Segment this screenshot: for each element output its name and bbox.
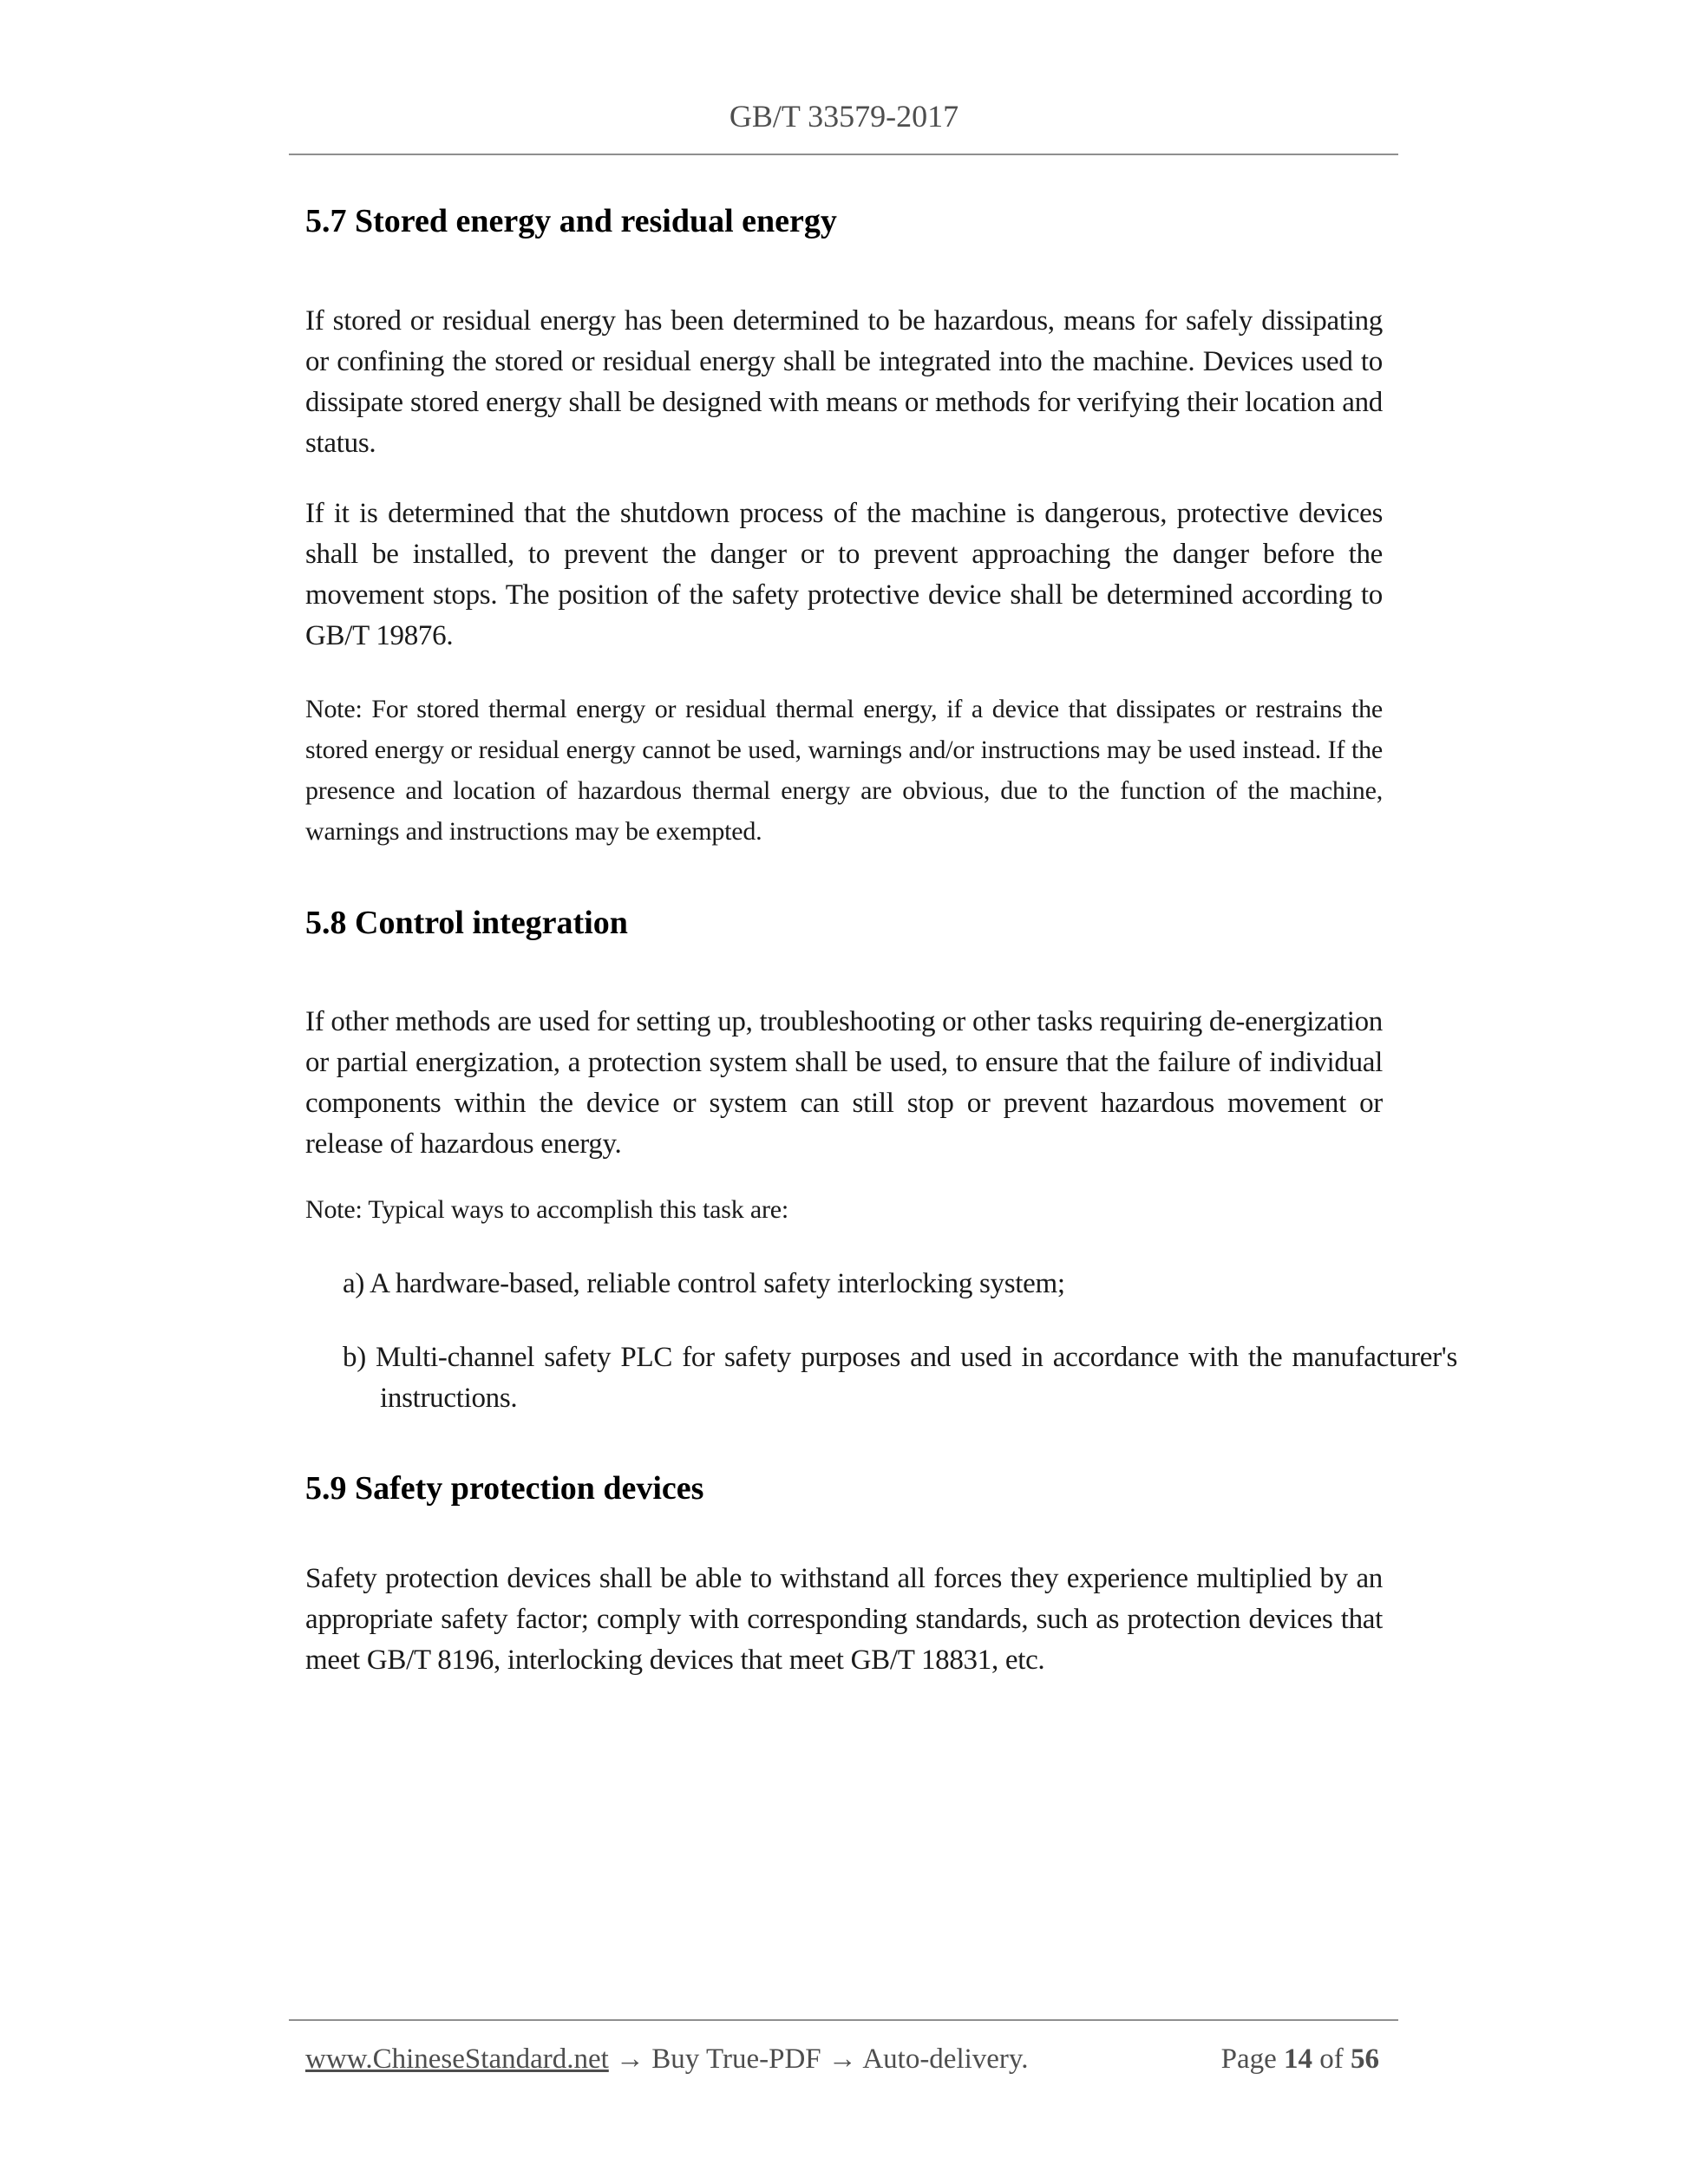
list-item-a: a) A hardware-based, reliable control safety interlocking system; [343, 1268, 1065, 1299]
section-heading-5-7: 5.7 Stored energy and residual energy [305, 203, 837, 239]
footer-buy-text: Buy True-PDF [651, 2043, 821, 2075]
section-5-8-note: Note: Typical ways to accomplish this task are: [305, 1195, 788, 1224]
footer-info-line [305, 2041, 1029, 2077]
footer-of-label: of [1319, 2043, 1344, 2075]
arrow-icon: → [616, 2043, 645, 2075]
section-5-7-paragraph-2: If it is determined that the shutdown process of the machine is dangerous, protective devices shall be installed, to prevent the danger or to prevent approaching the danger before the movement stops. The position of the safety protective device shall be determined according to GB/T 19876. [305, 498, 1383, 651]
footer-site-link[interactable]: www.ChineseStandard.net [305, 2043, 609, 2075]
section-5-9-paragraph-1: Safety protection devices shall be able to withstand all forces they experience multiplied by an appropriate safety factor; comply with corresponding standards, such as protection devices that meet GB/T 8196, interlocking devices that meet GB/T 18831, etc. [305, 1563, 1383, 1676]
footer-rule [289, 2019, 1398, 2021]
list-item-b: b) Multi-channel safety PLC for safety purposes and used in accordance with the manufacturer's instructions. [343, 1342, 1457, 1414]
footer-page-indicator [1221, 2041, 1379, 2077]
section-heading-5-8: 5.8 Control integration [305, 905, 628, 941]
footer-page-current: 14 [1284, 2043, 1312, 2075]
section-heading-5-9: 5.9 Safety protection devices [305, 1470, 704, 1507]
footer-delivery-text: Auto-delivery. [862, 2043, 1029, 2075]
section-5-7-note: Note: For stored thermal energy or residual thermal energy, if a device that dissipates or restrains the stored energy or residual energy cannot be used, warnings and/or instructions may be used instead. If the presence and location of hazardous thermal energy are obvious, due to the function of the machine, warnings and instructions may be exempted. [305, 695, 1383, 846]
arrow-icon: → [828, 2043, 857, 2075]
footer-page-total: 56 [1351, 2043, 1379, 2075]
section-5-8-paragraph-1: If other methods are used for setting up, troubleshooting or other tasks requiring de-energization or partial energization, a protection system shall be used, to ensure that the failure of individual components within the device or system can still stop or prevent hazardous movement or release of hazardous energy. [305, 1006, 1383, 1160]
header-rule [289, 154, 1398, 155]
section-5-7-paragraph-1: If stored or residual energy has been determined to be hazardous, means for safely dissipating or confining the stored or residual energy shall be integrated into the machine. Devices used to dissipate stored energy shall be designed with means or methods for verifying their location and status. [305, 305, 1383, 459]
footer-page-label: Page [1220, 2043, 1277, 2075]
page-header-title: GB/T 33579-2017 [729, 99, 959, 134]
